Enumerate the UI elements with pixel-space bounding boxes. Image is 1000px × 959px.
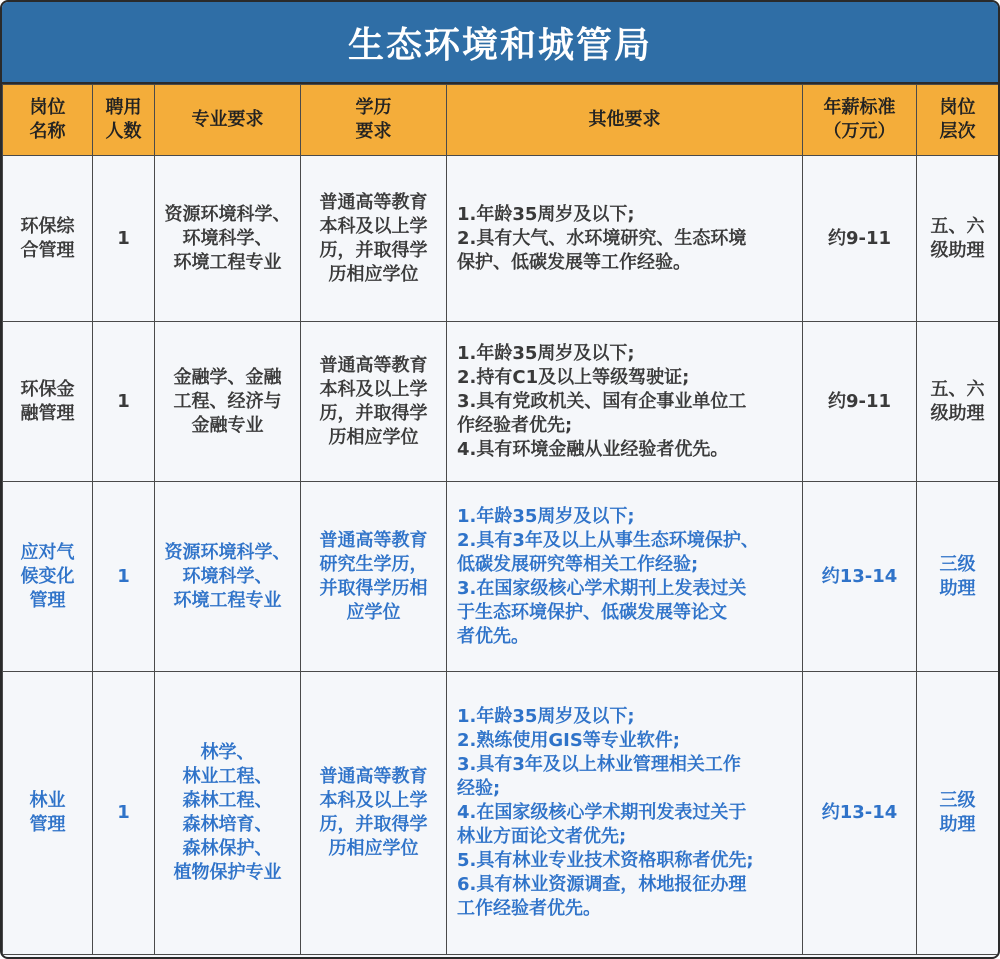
cell-name: 环保综 合管理 <box>3 156 93 322</box>
other-line: 3.具有党政机关、国有企事业单位工 <box>457 390 747 412</box>
cell-edu: 普通高等教育 本科及以上学 历，并取得学 历相应学位 <box>301 156 447 322</box>
cell-other <box>447 322 803 482</box>
other-line: 于生态环境保护、低碳发展等论文 <box>457 601 727 623</box>
cell-level: 三级 助理 <box>917 482 999 672</box>
other-line: 者优先。 <box>457 625 529 647</box>
header-level: 岗位 层次 <box>917 85 999 156</box>
other-line: 作经验者优先; <box>457 414 573 436</box>
cell-major: 资源环境科学、 环境科学、 环境工程专业 <box>155 482 301 672</box>
cell-edu: 普通高等教育 本科及以上学 历，并取得学 历相应学位 <box>301 322 447 482</box>
other-line: 2.持有C1及以上等级驾驶证; <box>457 366 690 388</box>
other-line: 3.具有3年及以上林业管理相关工作 <box>457 754 741 775</box>
header-major: 专业要求 <box>155 85 301 156</box>
cell-level: 五、六 级助理 <box>917 156 999 322</box>
other-line: 经验; <box>457 778 501 799</box>
header-other: 其他要求 <box>447 85 803 156</box>
other-line: 5.具有林业专业技术资格职称者优先; <box>457 850 754 871</box>
header-edu: 学历 要求 <box>301 85 447 156</box>
cell-salary: 约13-14 <box>803 482 917 672</box>
other-line: 4.具有环境金融从业经验者优先。 <box>457 438 729 460</box>
other-line: 2.具有3年及以上从事生态环境保护、 <box>457 529 759 551</box>
other-line: 1.年龄35周岁及以下; <box>457 203 635 225</box>
header-salary: 年薪标准 （万元） <box>803 85 917 156</box>
cell-count: 1 <box>93 672 155 955</box>
cell-count: 1 <box>93 482 155 672</box>
cell-count: 1 <box>93 156 155 322</box>
cell-major: 林学、 林业工程、 森林工程、 森林培育、 森林保护、 植物保护专业 <box>155 672 301 955</box>
header-name: 岗位 名称 <box>3 85 93 156</box>
table-row <box>3 156 999 322</box>
cell-salary: 约9-11 <box>803 156 917 322</box>
cell-name: 应对气 候变化 管理 <box>3 482 93 672</box>
header-count: 聘用 人数 <box>93 85 155 156</box>
cell-other <box>447 482 803 672</box>
table-row <box>3 672 999 955</box>
other-line: 林业方面论文者优先; <box>457 826 627 847</box>
cell-name: 环保金 融管理 <box>3 322 93 482</box>
other-line: 6.具有林业资源调查，林地报征办理 <box>457 874 747 895</box>
cell-count: 1 <box>93 322 155 482</box>
table-row <box>3 322 999 482</box>
cell-other <box>447 672 803 955</box>
other-line: 2.熟练使用GIS等专业软件; <box>457 730 680 751</box>
other-line: 1.年龄35周岁及以下; <box>457 342 635 364</box>
other-line: 工作经验者优先。 <box>457 898 601 919</box>
other-line: 1.年龄35周岁及以下; <box>457 706 635 727</box>
other-line: 3.在国家级核心学术期刊上发表过关 <box>457 577 747 599</box>
page-title: 生态环境和城管局 <box>2 2 998 84</box>
cell-edu: 普通高等教育 研究生学历， 并取得学历相 应学位 <box>301 482 447 672</box>
cell-major: 资源环境科学、 环境科学、 环境工程专业 <box>155 156 301 322</box>
cell-other <box>447 156 803 322</box>
table-row <box>3 482 999 672</box>
cell-level: 五、六 级助理 <box>917 322 999 482</box>
cell-salary: 约13-14 <box>803 672 917 955</box>
other-line: 低碳发展研究等相关工作经验; <box>457 553 699 575</box>
other-line: 1.年龄35周岁及以下; <box>457 505 635 527</box>
other-line: 保护、低碳发展等工作经验。 <box>457 251 691 273</box>
cell-salary: 约9-11 <box>803 322 917 482</box>
header-row <box>3 85 999 156</box>
cell-level: 三级 助理 <box>917 672 999 955</box>
other-line: 4.在国家级核心学术期刊发表过关于 <box>457 802 747 823</box>
other-line: 2.具有大气、水环境研究、生态环境 <box>457 227 747 249</box>
cell-major: 金融学、金融 工程、经济与 金融专业 <box>155 322 301 482</box>
cell-name: 林业 管理 <box>3 672 93 955</box>
cell-edu: 普通高等教育 本科及以上学 历，并取得学 历相应学位 <box>301 672 447 955</box>
job-table <box>2 84 999 955</box>
